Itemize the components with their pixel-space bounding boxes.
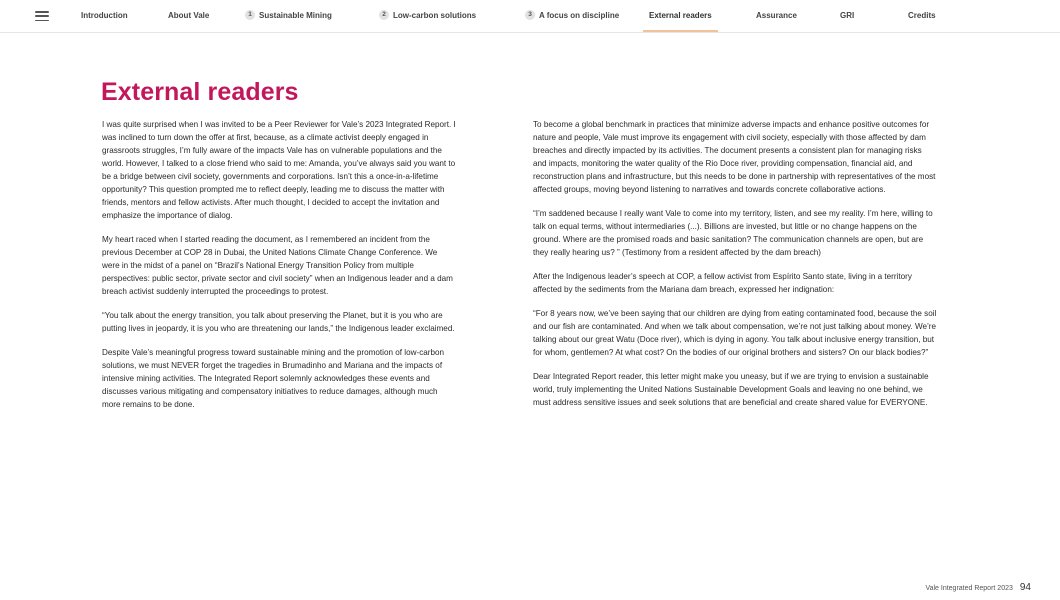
tab-sustainable-mining[interactable] (245, 0, 332, 31)
paragraph: My heart raced when I started reading the document, as I remembered an incident from the previous December at COP 28 in Dubai, the United Nations Climate Change Conference. We were in the midst of a panel on “Brazil’s National Energy Transition Policy from multiple perspectives: public sector, private sector and civil society” when an Indigenous leader and a dam breach activist suddenly interrupted the proceedings to protest. (102, 235, 453, 296)
tab-label: Low-carbon solutions (393, 11, 477, 20)
tab-external-readers[interactable] (649, 0, 712, 31)
tab-credits[interactable] (908, 0, 936, 31)
paragraph: After the Indigenous leader’s speech at COP, a fellow activist from Espírito Santo state, living in a territory affected by the sediments from the Mariana dam breach, expressed her indignation: (533, 272, 912, 294)
tab-label: Introduction (81, 11, 128, 20)
tab-about-vale[interactable] (168, 0, 209, 31)
section-number-badge: 3 (525, 10, 535, 20)
tab-label: External readers (649, 11, 712, 20)
paragraph: “You talk about the energy transition, you talk about preserving the Planet, but it is you who are putting lives in jeopardy, it is you who are threatening our lands,” the Indigenous leader exclaimed. (102, 311, 455, 333)
active-tab-indicator (643, 30, 718, 32)
tab-label: GRI (840, 11, 855, 20)
paragraph: Dear Integrated Report reader, this letter might make you uneasy, but if we are trying to envision a sustainable world, truly implementing the United Nations Sustainable Development Goals and leaving no one behind, we must address sensitive issues and seek solutions that are beneficial and create shared value for EVERYONE. (533, 372, 929, 407)
section-number-badge: 2 (379, 10, 389, 20)
left-text-column (102, 118, 456, 422)
paragraph: “I’m saddened because I really want Vale to come into my territory, listen, and see my reality. I’m here, willing to talk on equal terms, without intermediaries (...). Billions are invested, but little or no change happens on the ground. Where are the promised roads and basic sanitation? The communication channels are open, but are they really hearing us? ” (Testimony from a resident affected by the dam breach) (533, 209, 933, 257)
page-footer (925, 577, 1031, 595)
tab-label: Sustainable Mining (259, 11, 332, 20)
tab-label: About Vale (168, 11, 210, 20)
right-text-column (533, 118, 937, 420)
tab-label: Credits (908, 11, 936, 20)
page-number: 94 (1019, 582, 1031, 593)
tab-a-focus-on-discipline[interactable] (525, 0, 619, 31)
tab-label: Assurance (756, 11, 797, 20)
paragraph: Despite Vale’s meaningful progress toward sustainable mining and the promotion of low-carbon solutions, we must NEVER forget the tragedies in Brumadinho and Mariana and the impacts of intensive mining activities. The Integrated Report solemnly acknowledges these events and discusses various mitigating and compensatory initiatives to reduce damages, although much more remains to be done. (102, 348, 445, 409)
report-name: Vale Integrated Report 2023 (925, 585, 1013, 592)
tab-introduction[interactable] (81, 0, 128, 31)
section-number-badge: 1 (245, 10, 255, 20)
page-title: External readers (101, 78, 299, 106)
paragraph: To become a global benchmark in practices that minimize adverse impacts and enhance positive outcomes for nature and people, Vale must improve its engagement with civil society, especially with those affected by dam breaches and directly impacted by its activities. The document presents a consistent plan for managing risks and impacts, monitoring the water quality of the Rio Doce river, providing compensation, financial aid, and reconstruction plans and infrastructure, but this needs to be done in partnership with representatives of the most affected groups, moving beyond listening to narratives and towards concrete collaborative actions. (533, 120, 936, 194)
tab-low-carbon-solutions[interactable] (379, 0, 476, 31)
tab-gri[interactable] (840, 0, 854, 31)
top-navigation (0, 0, 1060, 33)
paragraph: “For 8 years now, we’ve been saying that our children are dying from eating contaminated food, because the soil and our fish are contaminated. And when we talk about compensation, we’re not just talking about money. We’re talking about our great Watu (Doce river), which is dying in agony. You talk about inclusive energy transition, but for whom, gentlemen? At what cost? On the bodies of our original brothers and sisters? On our black bodies?” (533, 309, 937, 357)
tab-label: A focus on discipline (539, 11, 620, 20)
tab-assurance[interactable] (756, 0, 797, 31)
paragraph: I was quite surprised when I was invited to be a Peer Reviewer for Vale’s 2023 Integrated Report. I was inclined to turn down the offer at first, because, as a climate activist deeply engaged in grassroots struggles, I’m fully aware of the impacts Vale has on vulnerable populations and the world. However, I talked to a close friend who said to me: Amanda, you’ve always said you want to be a bridge between civil society, governments and corporations. Isn’t this a once-in-a-lifetime opportunity? This question prompted me to reflect deeply, leading me to discuss the matter with friends, mentors and fellow activists. After much thought, I decided to accept the invitation and emphasize the importance of dialog. (102, 120, 456, 220)
hamburger-menu-icon[interactable] (35, 11, 49, 21)
